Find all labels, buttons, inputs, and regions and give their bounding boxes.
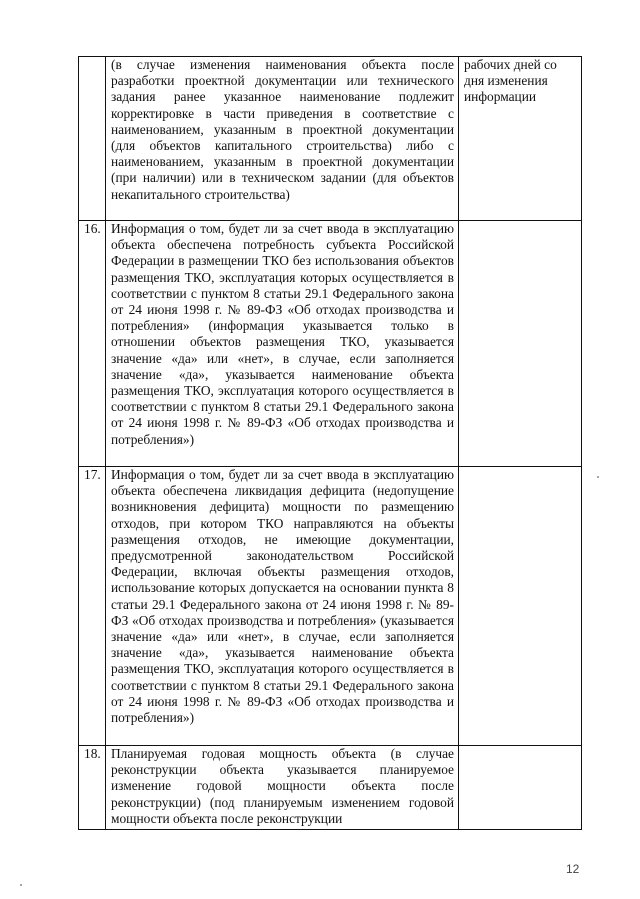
row-text: Информация о том, будет ли за счет ввода в эксплуатацию объекта обеспечена ликвидация дефицита (недопущение возникновения дефицита) мощности по размещению отходов, при котором ТКО направляются на объекты размещения отходов, не имеющие документации, предусмотренной законодательством Российской Федерации, включая объекты размещения отходов, использование которых допускается на основании пункта 8 статьи 29.1 Федерального закона от 24 июня 1998 г. № 89-ФЗ «Об отходах производства и потребления» (указывается значение «да» или «нет», в случае, если заполняется значение «да», указывается наименование объекта размещения ТКО, эксплуатация которого осуществляется в соответствии с пунктом 8 статьи 29.1 Федерального закона от 24 июня 1998 г. № 89-ФЗ «Об отходах производства и потребления») xyxy=(106,467,459,746)
table-row xyxy=(79,57,582,221)
table-row xyxy=(79,221,582,467)
row-text: Планируемая годовая мощность объекта (в случае реконструкции объекта указывается планируемое изменение годовой мощности объекта после реконструкции) (под планируемым изменением годовой мощности объекта после реконструкции xyxy=(106,746,459,830)
page-number: 12 xyxy=(566,862,580,876)
row-text: Информация о том, будет ли за счет ввода в эксплуатацию объекта обеспечена потребность субъекта Российской Федерации в размещении ТКО без использования объектов размещения ТКО, эксплуатация которых осуществляется в соответствии с пунктом 8 статьи 29.1 Федерального закона от 24 июня 1998 г. № 89-ФЗ «Об отходах производства и потребления» (информация указывается только в отношении объектов размещения ТКО, указывается значение «да» или «нет», в случае, если заполняется значение «да», указывается наименование объекта размещения ТКО, эксплуатация которого осуществляется в соответствии с пунктом 8 статьи 29.1 Федерального закона от 24 июня 1998 г. № 89-ФЗ «Об отходах производства и потребления») xyxy=(106,221,459,467)
table-row xyxy=(79,746,582,830)
row-text: (в случае изменения наименования объекта после разработки проектной документации или технического задания ранее указанное наименование подлежит корректировке в части приведения в соответствие с наименованием, указанным в проектной документации (для объектов капитального строительства) либо с наименованием, указанным в проектной документации (при наличии) или в техническом задании (для объектов некапитального строительства) xyxy=(106,57,459,221)
row-deadline xyxy=(459,221,582,467)
table-row xyxy=(79,467,582,746)
row-number: 16. xyxy=(79,221,106,467)
requirements-table xyxy=(78,56,582,830)
row-deadline xyxy=(459,467,582,746)
row-deadline: рабочих дней со дня изменения информации xyxy=(459,57,582,221)
row-number xyxy=(79,57,106,221)
scan-speck xyxy=(597,476,599,478)
row-deadline xyxy=(459,746,582,830)
scan-speck xyxy=(20,884,22,886)
row-number: 17. xyxy=(79,467,106,746)
row-number: 18. xyxy=(79,746,106,830)
